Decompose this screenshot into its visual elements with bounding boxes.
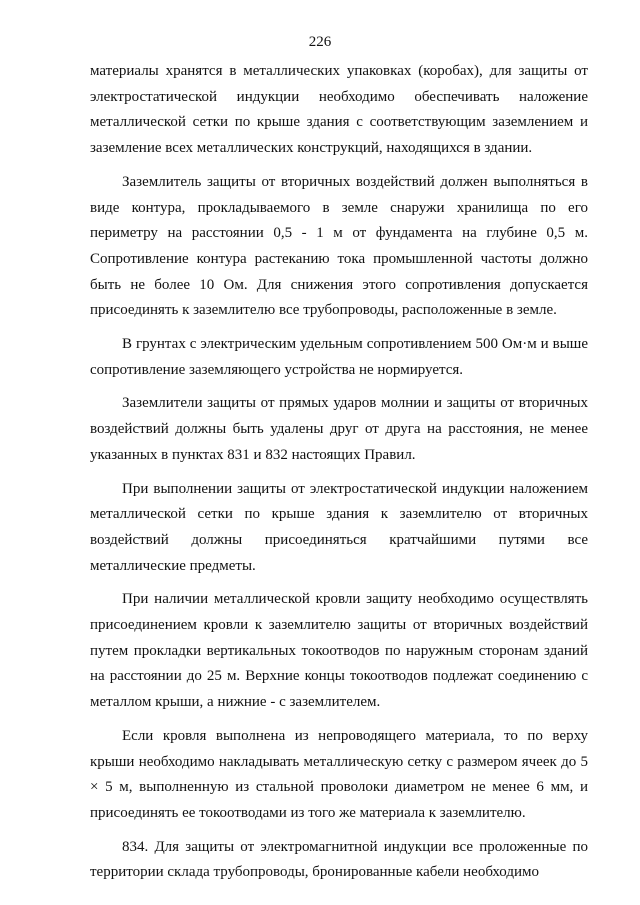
paragraph-continuation: материалы хранятся в металлических упаковках (коробах), для защиты от электростатической индукции необходимо обеспечивать наложение металлической сетки по крыше здания с соответствующим заземлением и заземление всех металлических конструкций, находящихся в здании. bbox=[90, 63, 588, 157]
document-body bbox=[90, 59, 588, 894]
paragraph-soil-resistivity: В грунтах с электрическим удельным сопротивлением 500 Ом·м и выше сопротивление заземляющего устройства не нормируется. bbox=[90, 336, 588, 378]
paragraph-grounding-contour: Заземлитель защиты от вторичных воздействий должен выполняться в виде контура, прокладываемого в земле снаружи хранилища по его периметру на расстоянии 0,5 - 1 м от фундамента на глубине 0,5 м. Сопротивление контура растеканию тока промышленной частоты должно быть не более 10 Ом. Для снижения этого сопротивления допускается присоединять к заземлителю все трубопроводы, расположенные в земле. bbox=[90, 173, 588, 319]
paragraph-electrode-separation: Заземлители защиты от прямых ударов молнии и защиты от вторичных воздействий должны быть удалены друг от друга на расстояния, не менее указанных в пунктах 831 и 832 настоящих Правил. bbox=[90, 395, 588, 463]
paragraph-electrostatic-mesh: При выполнении защиты от электростатической индукции наложением металлической сетки по крыше здания к заземлителю от вторичных воздействий должны присоединяться кратчайшими путями все металлические предметы. bbox=[90, 480, 588, 574]
page-number: 226 bbox=[308, 34, 332, 50]
paragraph-metal-roof: При наличии металлической кровли защиту необходимо осуществлять присоединением кровли к заземлителю защиты от вторичных воздействий путем прокладки вертикальных токоотводов по наружным сторонам зданий на расстоянии до 25 м. Верхние концы токоотводов подлежат соединению с металлом крыши, а нижние - с заземлителем. bbox=[90, 591, 588, 711]
paragraph-nonconductive-roof: Если кровля выполнена из непроводящего материала, то по верху крыши необходимо накладывать металлическую сетку с размером ячеек до 5 × 5 м, выполненную из стальной проволоки диаметром не менее 6 мм, и присоединять ее токоотводами из того же материала к заземлителю. bbox=[90, 727, 588, 821]
paragraph-834: 834. Для защиты от электромагнитной индукции все проложенные по территории склада трубопроводы, бронированные кабели необходимо bbox=[90, 838, 588, 881]
